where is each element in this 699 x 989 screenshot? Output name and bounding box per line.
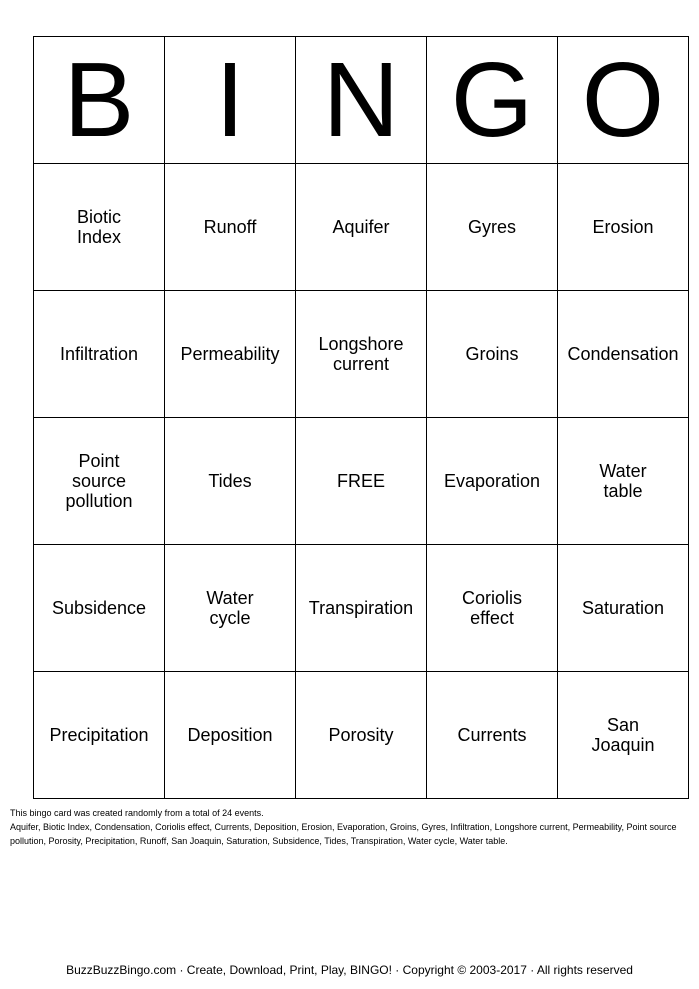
header-letter-b: B <box>34 37 165 164</box>
bingo-cell <box>558 545 689 672</box>
bingo-cell <box>34 291 165 418</box>
bingo-cell <box>165 418 296 545</box>
bingo-cell <box>427 418 558 545</box>
bingo-cell <box>296 672 427 799</box>
bingo-cell <box>296 291 427 418</box>
bingo-cell-text: Precipitation <box>49 725 149 745</box>
events-list: Aquifer, Biotic Index, Condensation, Coriolis effect, Currents, Deposition, Erosion, Evaporation, Groins, Gyres, Infiltration, Longshore current, Permeability, Point source pollution, Porosity, Precipitation, Runoff, San Joaquin, Saturation, Subsidence, Tides, Transpiration, Water cycle, Water table. <box>10 822 677 846</box>
bingo-cell-text: Tides <box>208 471 252 491</box>
bingo-cell-text: Coriolis effect <box>461 588 522 628</box>
bingo-cell <box>34 164 165 291</box>
header-letter-o: O <box>558 37 689 164</box>
bingo-cell-text: Point source pollution <box>65 451 133 511</box>
bingo-cell <box>558 418 689 545</box>
created-note: This bingo card was created randomly from a total of 24 events. <box>10 808 264 818</box>
bingo-cell-text: Porosity <box>328 725 394 745</box>
bingo-cell-text: Erosion <box>592 217 654 237</box>
bingo-cell-text: Water table <box>599 461 647 501</box>
bingo-row <box>34 672 689 799</box>
bingo-cell-text: Biotic Index <box>76 207 122 247</box>
bingo-row <box>34 164 689 291</box>
bingo-cell-free <box>296 418 427 545</box>
header-letter-n: N <box>296 37 427 164</box>
bingo-cell-text: Aquifer <box>332 217 390 237</box>
bingo-cell-text: FREE <box>336 471 385 491</box>
bingo-cell <box>165 672 296 799</box>
bingo-cell <box>34 418 165 545</box>
bingo-cell-text: San Joaquin <box>591 715 655 755</box>
bingo-cell <box>296 164 427 291</box>
bingo-cell-text: Evaporation <box>443 471 541 491</box>
card-info <box>10 806 682 848</box>
bingo-cell-text: Groins <box>465 344 519 364</box>
bingo-cell <box>296 545 427 672</box>
site-footer: BuzzBuzzBingo.com · Create, Download, Print, Play, BINGO! · Copyright © 2003-2017 · All rights reserved <box>66 963 633 977</box>
bingo-cell <box>427 672 558 799</box>
bingo-cell <box>427 291 558 418</box>
bingo-cell-text: Condensation <box>567 344 679 364</box>
bingo-cell-text: Deposition <box>187 725 273 745</box>
bingo-cell-text: Permeability <box>180 344 280 364</box>
bingo-card <box>33 36 689 799</box>
header-letter-g: G <box>427 37 558 164</box>
bingo-row <box>34 418 689 545</box>
bingo-cell-text: Transpiration <box>308 598 414 618</box>
bingo-cell <box>558 164 689 291</box>
bingo-cell <box>34 545 165 672</box>
bingo-cell <box>427 164 558 291</box>
bingo-cell <box>427 545 558 672</box>
header-letter-i: I <box>165 37 296 164</box>
bingo-cell <box>165 164 296 291</box>
bingo-cell-text: Saturation <box>581 598 665 618</box>
bingo-cell <box>34 672 165 799</box>
bingo-header-row <box>34 37 689 164</box>
bingo-cell <box>165 545 296 672</box>
bingo-cell <box>558 291 689 418</box>
bingo-cell-text: Water cycle <box>206 588 254 628</box>
bingo-cell-text: Longshore current <box>318 334 404 374</box>
bingo-cell-text: Gyres <box>467 217 516 237</box>
bingo-cell-text: Infiltration <box>59 344 139 364</box>
bingo-cell <box>165 291 296 418</box>
bingo-row <box>34 291 689 418</box>
bingo-cell-text: Runoff <box>203 217 257 237</box>
bingo-row <box>34 545 689 672</box>
bingo-cell-text: Currents <box>457 725 527 745</box>
bingo-cell <box>558 672 689 799</box>
bingo-cell-text: Subsidence <box>51 598 147 618</box>
